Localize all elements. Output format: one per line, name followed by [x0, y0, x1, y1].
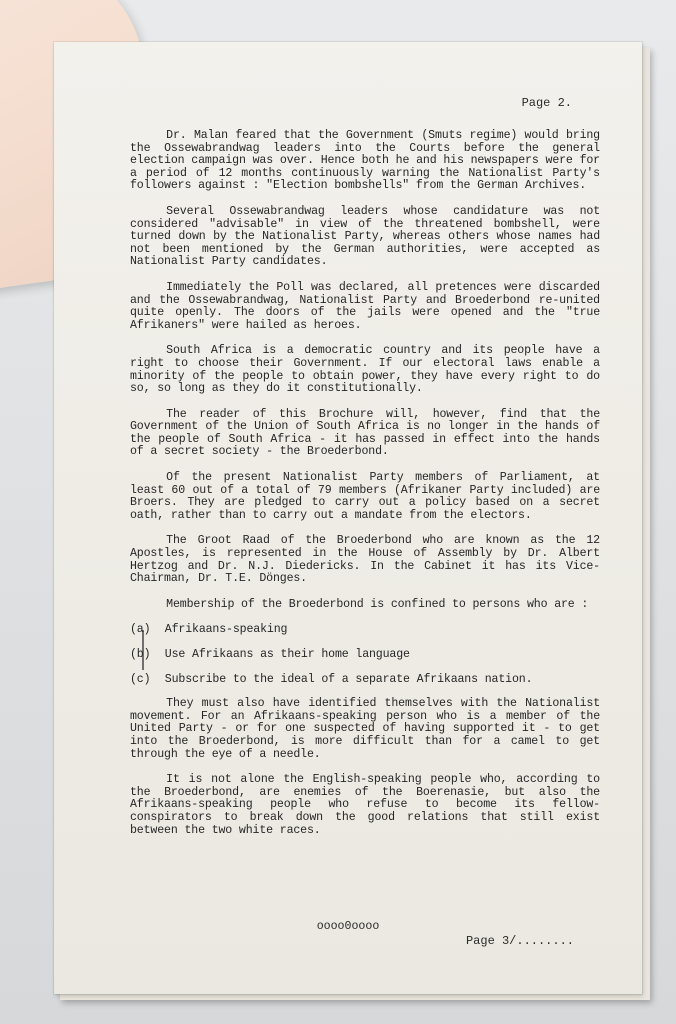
paragraph-9: They must also have identified themselves with the Nationalist movement. For an Afrikaans-speaking person who is a member of the United Party - or for one suspected of having supported it - to get into the Broederbond, is more difficult than for a camel to get through the eye of a needle. [130, 697, 600, 761]
list-marker: (a) [130, 623, 151, 637]
paragraph-4: South Africa is a democratic country and its people have a right to choose their Government. If our electoral laws enable a minority of the people to obtain power, they have every right to do so, so long as they do it constitutionally. [130, 344, 600, 396]
list-item-c [130, 674, 600, 687]
section-divider: oooo0oooo [316, 920, 380, 933]
paragraph-6: Of the present Nationalist Party members of Parliament, at least 60 out of a total of 79 members (Afrikaner Party included) are Broers. They are pledged to carry out a policy based on a secret oath, rather than to carry out a mandate from the electors. [130, 471, 600, 522]
paragraph-5: The reader of this Brochure will, however, find that the Government of the Union of South Africa is no longer in the hands of the people of South Africa - it has passed in effect into the hands of a secret society - the Broederbond. [130, 407, 600, 459]
document-body [130, 130, 600, 850]
list-marker: (c) [130, 672, 151, 686]
list-marker: (b) [130, 648, 151, 661]
paragraph-8: Membership of the Broederbond is confined to persons who are : [166, 597, 589, 611]
list-text: Subscribe to the ideal of a separate Afrikaans nation. [164, 672, 533, 686]
list-item-b [130, 649, 600, 662]
document-page [54, 42, 642, 994]
paragraph-10: It is not alone the English-speaking people who, according to the Broederbond, are enemies of the Boerenasie, but also the Afrikaans-speaking people who refuse to become its fellow-conspirators to break down the good relations that still exist between the two white races. [130, 773, 600, 837]
next-page-indicator: Page 3/........ [465, 934, 574, 948]
paragraph-3: Immediately the Poll was declared, all pretences were discarded and the Ossewabrandwag, Nationalist Party and Broederbond re-united quite openly. The doors of the jails were opened and the "true Afrikaners" were hailed as heroes. [130, 280, 600, 332]
page-number-header: Page 2. [521, 96, 572, 110]
list-text: Use Afrikaans as their home language [164, 648, 410, 661]
list-text: Afrikaans-speaking [164, 623, 288, 637]
paragraph-2: Several Ossewabrandwag leaders whose candidature was not considered "advisable" in view of the threatened bombshell, were turned down by the Nationalist Party, whereas others whose names had not been mentioned by the German authorities, were accepted as Nationalist Party candidates. [130, 204, 600, 269]
list-item-a [130, 624, 600, 637]
paragraph-7: The Groot Raad of the Broederbond who are known as the 12 Apostles, is represented in the House of Assembly by Dr. Albert Hertzog and Dr. N.J. Diedericks. In the Cabinet it has its Vice-Chairman, Dr. T.E. Dönges. [130, 534, 600, 586]
paragraph-1: Dr. Malan feared that the Government (Smuts regime) would bring the Ossewabrandwag leaders into the Courts before the general election campaign was over. Hence both he and his newspapers were for a period of 12 months continuously warning the Nationalist Party's followers against : "Election bombshells" from the German Archives. [130, 129, 600, 193]
